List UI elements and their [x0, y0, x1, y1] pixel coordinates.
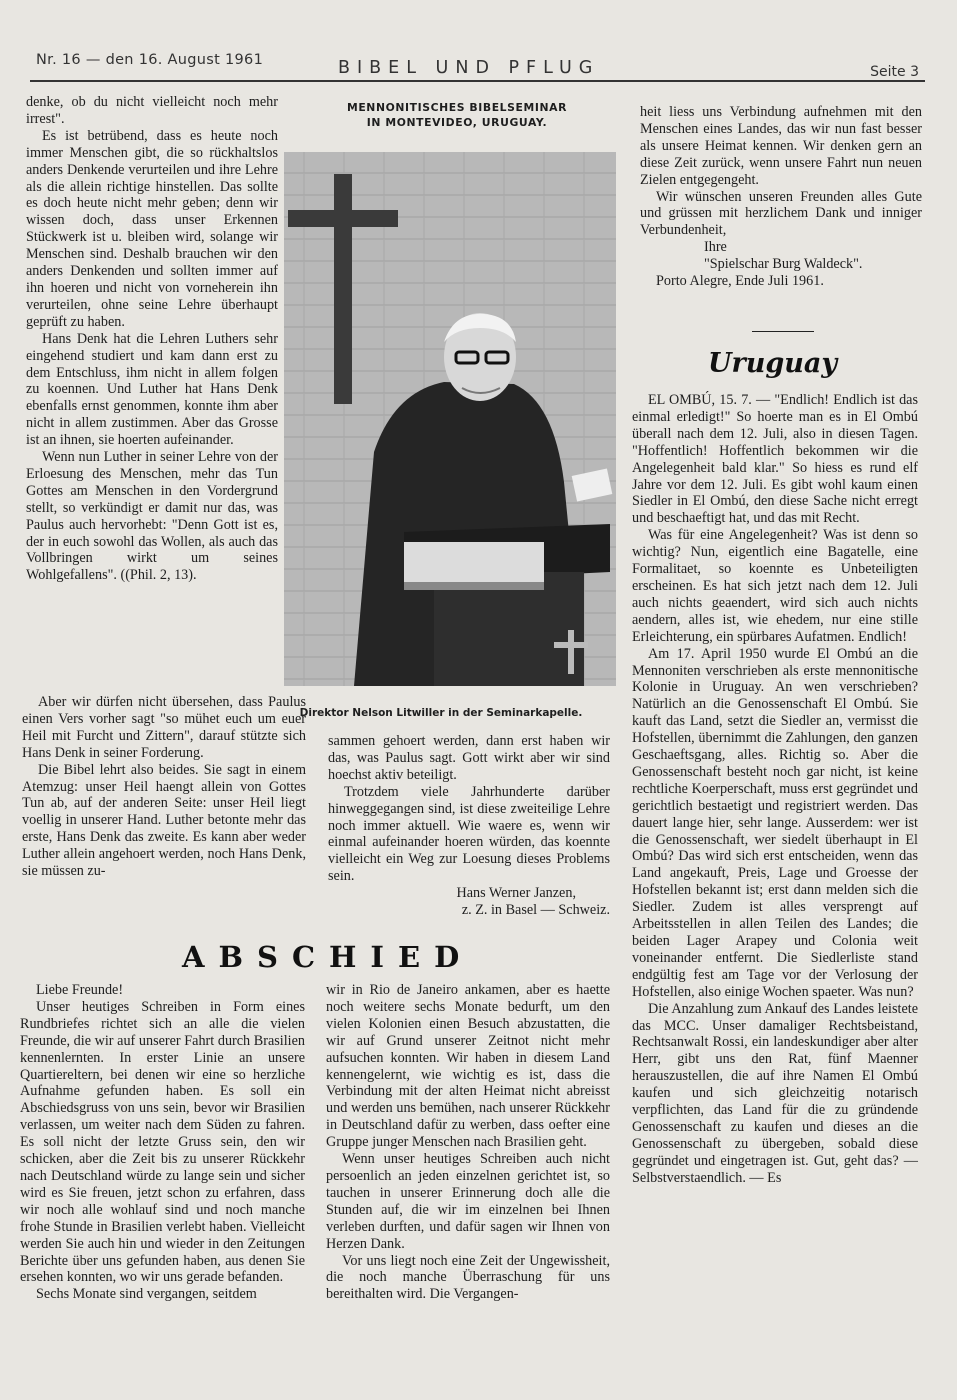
paragraph: Hans Denk hat die Lehren Luthers sehr eingehend studiert und kam dann erst zu dem Entschluss, ihm nicht in allem folgen zu koennen. Und Luther hat Hans Denk ebenfalls ernst genommen, konnte ihm aber nicht in allem zustimmen. Aber das Grosse ist an ihnen, sie hoerten aufeinander.: [26, 330, 278, 449]
paragraph: Was für eine Angelegenheit? Was ist denn so wichtig? Nun, eigentlich eine Bagatelle, eine Formalitaet, so koennte es Unbeteiligten erscheinen. Es hat sich jetzt nach dem 12. Juli auch nichts geaendert, wird sich auch nichts aendern, alles ist, wie ehedem, nur eine stille Erleichterung, ein spürbares Aufatmen. Endlich!: [632, 527, 918, 645]
article-denk-column-1-continued: [22, 694, 306, 880]
paragraph: EL OMBÚ, 15. 7. — "Endlich! Endlich ist das einmal erledigt!" So hoerte man es in El Ombú überall nach dem 12. Juli, also in diesen Tagen. "Hoffentlich! Hoffentlich bekommen wir die Angelegenheit bald klar." So hiess es rund elf Jahre vor dem 12. Juli. Es gibt wohl kaum einen Siedler in El Ombú, den diese Sache nicht erregt und beschaeftigt hat, und das mit Recht.: [632, 392, 918, 527]
article-denk-column-1: [26, 94, 278, 584]
paragraph: Es ist betrübend, dass es heute noch immer Menschen gibt, die so rückhaltslos anders Denkende verurteilen und ihre Lehre als die allein richtige hinstellen. Das sollte es doch heute nicht mehr geben; denn wir wissen doch, dass unser Erkennen Stückwerk ist u. bleiben wird, solange wir Menschen sind. Deshalb brauchen wir den anders Denkenden und sollten immer auf ihn hoeren und nicht von vorneherein ihn verurteilen, ohne seine Lehre überhaupt geprüft zu haben.: [26, 127, 278, 330]
signature-name: "Spielschar Burg Waldeck".: [704, 256, 863, 273]
photo-headline-line: IN MONTEVIDEO, URUGUAY.: [366, 116, 548, 129]
paragraph: Die Bibel lehrt also beides. Sie sagt in einem Atemzug: unser Heil haengt allein von Gottes Tun ab, auf der anderen Seite: unser Heil liegt voellig in unserer Hand. Luther betonte mehr das erste, Hans Denk das zweite. Es kann aber weder Luther allein angehoert werden, noch Hans Denk, sie müssen zu-: [22, 761, 306, 880]
paragraph: Sechs Monate sind vergangen, seitdem: [36, 1286, 257, 1303]
paragraph: Vor uns liegt noch eine Zeit der Ungewissheit, die noch manche Überraschung für uns bereithalten wird. Die Vergangen-: [326, 1252, 610, 1303]
letter-closing: [640, 104, 922, 290]
seminar-chapel-photo: [284, 152, 616, 686]
signature-place-date: Porto Alegre, Ende Juli 1961.: [656, 273, 824, 290]
issue-date: Nr. 16 — den 16. August 1961: [36, 52, 264, 68]
paragraph: Die Anzahlung zum Ankauf des Landes leistete das MCC. Unser damaliger Rechtsbeistand, Rechtsanwalt Rossi, ein landeskundiger aber alter Herr, gibt uns den Rat, fünf Maenner herauszustellen, die auf ihre Namen El Ombú kaufen und sich gleichzeitig notarisch verpflichten, das Land für die zu gründende Genossenschaft zu kaufen und dieses an die Genossenschaft zu übergeben, sobald diese gegründet und eingetragen ist. Gut, geht das? — Selbstverstaendlich. — Es: [632, 1000, 918, 1186]
article-abschied-column-2: [326, 982, 610, 1303]
photo-headline-line: MENNONITISCHES BIBELSEMINAR: [346, 101, 567, 114]
uruguay-heading: Uruguay: [708, 348, 838, 379]
lectern: [404, 524, 610, 686]
page-number: Seite 3: [870, 64, 919, 80]
author-location: z. Z. in Basel — Schweiz.: [461, 902, 610, 919]
salutation: Liebe Freunde!: [36, 982, 124, 998]
paragraph: Aber wir dürfen nicht übersehen, dass Paulus einen Vers vorher sagt "so mühet euch um euer Heil mit Furcht und Zittern", darauf stützte sich Hans Denk in seiner Forderung.: [22, 694, 306, 761]
section-divider: [752, 331, 814, 332]
paragraph: sammen gehoert werden, dann erst haben wir das, was Paulus sagt. Gott wirkt aber wir sind hoechst aktiv beteiligt.: [328, 733, 610, 783]
paragraph: denke, ob du nicht vielleicht noch mehr irrest".: [26, 94, 278, 127]
paragraph: wir in Rio de Janeiro ankamen, aber es haette noch weitere sechs Monate bedurft, um den vielen Kolonien einen Besuch abzustatten, die wir auf Grund unserer Zeitnot nicht mehr aufsuchen konnten. Wir haben in diesem Land kennengelernt, wie wichtig es ist, dass die Verbindung mit der alten Heimat nicht abreisst und werden uns bemühen, nach unserer Rückkehr in Deutschland dafür zu werben, dass oefter eine Gruppe junger Menschen nach Brasilien geht.: [326, 982, 610, 1151]
signature-line: Ihre: [704, 239, 727, 256]
author-name: Hans Werner Janzen,: [456, 885, 576, 902]
paragraph: Wir wünschen unseren Freunden alles Gute und grüssen mit herzlichem Dank und inniger Verbundenheit,: [640, 188, 922, 239]
photo-headline: [326, 100, 588, 130]
paragraph: Wenn nun Luther in seiner Lehre von der Erloesung des Menschen, mehr das Tun Gottes am Menschen in den Vordergrund stellt, so verkündigt er damit nur das, was Paulus auch hervorhebt: "Denn Gott ist es, der in euch sowohl das Wollen, als auch das Vollbringen wirkt um seines Wohlgefallens". ((Phil. 2, 13).: [26, 449, 278, 584]
masthead-title: BIBEL UND PFLUG: [338, 58, 600, 78]
photo-caption: Direktor Nelson Litwiller in der Seminarkapelle.: [299, 707, 583, 719]
paragraph: Am 17. April 1950 wurde El Ombú an die Mennoniten verschrieben als erste mennonitische Kolonie in Uruguay. An wen verschrieben? Natürlich an die Genossenschaft El Ombú. Sie kauft das Land, setzt die Siedler an, vermisst die Hofstellen, übernimmt die Zahlungen, den ganzen Geschaeftsgang, alles. Richtig so. Aber die Genossenschaft besteht noch gar nicht, ist keine rechtliche Koerperschaft, muss erst gegründet und gerichtlich bestaetigt und registriert werden. Das dauert lange hier, sehr lange. Ausserdem: wer ist die Genossenschaft, wer siedelt überhaupt in El Ombú? Das wird sich erst entscheiden, wenn das Land angekauft, Preis, Lage und Groesse der Hofstellen bekannt ist; erst dann melden sich die Siedler. Zudem ist alles versprengt auf Arbeitsstellen in allen Teilen des Landes; die beiden Lager Arapey und Colonia weit voneinander entfernt. Die Siedlerliste stand endgültig fest am Tage vor der Verlosung der Hofstellen, also einige Wochen spaeter. Was nun?: [632, 645, 918, 1000]
abschied-heading: ABSCHIED: [182, 940, 474, 974]
paragraph: Wenn unser heutiges Schreiben auch nicht persoenlich an jeden einzelnen gerichtet ist, so tauchen in unserer Erinnerung doch alle die Stunden auf, die wir im einzelnen bei Ihnen verleben durften, und dafür sagen wir Ihnen von Herzen Dank.: [326, 1151, 610, 1252]
article-abschied-column-1: [20, 982, 305, 1303]
article-uruguay: [632, 392, 918, 1187]
paragraph: heit liess uns Verbindung aufnehmen mit den Menschen eines Landes, das wir nun fast besser als unsere Heimat kennen. Wir denken gern an diese Zeit zurück, wenn unsere Fahrt nun neuen Zielen entgegengeht.: [640, 104, 922, 188]
paragraph: Unser heutiges Schreiben in Form eines Rundbriefes richtet sich an alle die vielen Freunde, die wir auf unserer Fahrt durch Brasilien kennenlernten. In erster Linie an unsere Quartiereltern, bei denen wir eine so herzliche Aufnahme gefunden haben. Es soll ein Abschiedsgruss von uns sein, bevor wir Brasilien verlassen, um weiter nach dem Süden zu fahren. Es soll nicht der letzte Gruss sein, den wir schicken, aber die Zeit bis zu unserer Rückkehr nach Deutschland würde zu lange sein und sicher wird es Sie freuen, jetzt schon zu erfahren, dass wir noch alle wohlauf sind und noch manche frohe Stunde in Brasilien verlebt haben. Vielleicht werden Sie auch hin und wieder in den Zeitungen Berichte über uns gefunden haben, aus denen Sie ersehen konnten, wo wir uns gerade befanden.: [20, 998, 305, 1286]
photo-illustration: [284, 152, 616, 686]
paragraph: Trotzdem viele Jahrhunderte darüber hinweggegangen sind, ist diese zweiteilige Lehre noch immer aktuell. Wie waere es, wenn wir einmal aufeinander hoeren würden, das koennte vielleicht ein Weg zur Loesung dieses Problems sein.: [328, 783, 610, 885]
header-rule: [30, 80, 925, 82]
article-denk-column-2: [328, 733, 610, 919]
